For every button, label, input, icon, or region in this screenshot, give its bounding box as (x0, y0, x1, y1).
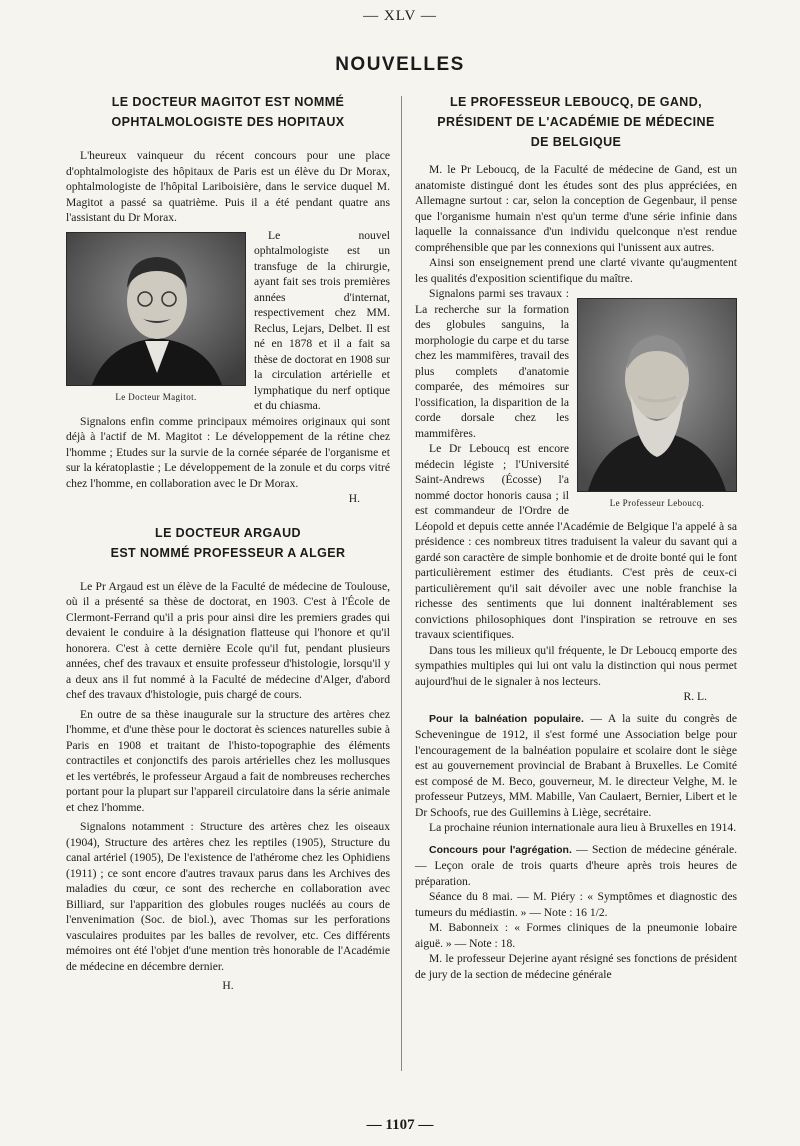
article-paragraph: La prochaine réunion internationale aura lieu à Bruxelles en 1914. (429, 821, 737, 834)
article-paragraph: En outre de sa thèse inaugurale sur la structure des artères chez l'homme, et d'une thèse pour le doctorat ès sciences naturelles subie à Paris en 1908 et traitant de l'histo-topographie des éléments contractiles et conjonctifs des parois artérielles chez les mollusques et les vertébrés, le professeur Argaud a fait de nombreuses recherches portant pour la plupart sur l'appareil circulatoire dans la série animale et chez l'homme. (66, 707, 390, 814)
headline-line: LE DOCTEUR ARGAUD (155, 525, 301, 540)
article-paragraph (415, 842, 737, 890)
portrait-leboucq (577, 298, 737, 508)
headline-line: LE PROFESSEUR LEBOUCQ, DE GAND, (449, 95, 702, 109)
article-paragraph: Ainsi son enseignement prend une clarté vivante qu'augmentent les qualités d'exposition scientifique du maître. (415, 256, 737, 285)
article-paragraph: Dans tous les milieux qu'il fréquente, le Dr Leboucq emporte des sympathies multiples qui lui ont valu la distinction qui nous permet aujourd'hui de le signaler à nos lecteurs. (415, 643, 737, 688)
portrait-image (577, 298, 737, 492)
run-in-heading: Pour la balnéation populaire. (429, 712, 584, 725)
article-leboucq (415, 92, 737, 705)
section-title: NOUVELLES (335, 54, 465, 75)
article-paragraph: M. Babonneix : « Formes cliniques de la pneumonie lobaire aiguë. » — Note : 18. (415, 921, 737, 950)
headline-line: PRÉSIDENT DE L'ACADÉMIE DE MÉDECINE (437, 115, 715, 129)
article-paragraph: Signalons parmi ses travaux : La recherche sur la formation des globules sanguins, la morphologie du carpe et du tarse chez les mammifères, travail des plus complets d'anatomie comparée, des mémoires sur l'ossification, la disparition de la corde dorsale chez les mammifères. (415, 287, 569, 440)
article-agregation (415, 842, 737, 983)
article-paragraph: M. le Pr Leboucq, de la Faculté de médecine de Gand, est un anatomiste distingué dont les études sont des plus appréciées, en Allemagne surtout : car, selon la conception de Gegenbaur, il pense que l'organisme humain n'est qu'un terme d'une série infinie dans laquelle la connaissance d'un individu quelconque n'est rendue compréhensible que par les connexions qui l'unissent aux autres. (415, 163, 737, 254)
left-column (66, 92, 390, 994)
page-number: — 1107 — (366, 1117, 434, 1133)
column-divider (401, 96, 402, 1071)
run-in-text: — Section de médecine générale. — Leçon orale de trois quarts d'heure après trois heures de préparation. (415, 842, 737, 888)
right-column (415, 92, 737, 982)
article-magitot (66, 92, 390, 507)
portrait-magitot (66, 232, 246, 402)
article-headline (66, 523, 390, 563)
photo-caption: Le Docteur Magitot. (115, 391, 197, 402)
headline-line: EST NOMMÉ PROFESSEUR A ALGER (110, 545, 346, 560)
article-headline (66, 92, 390, 132)
article-signature: R. L. (683, 690, 707, 703)
article-argaud (66, 523, 390, 994)
article-balneation (415, 711, 737, 836)
article-paragraph: Séance du 8 mai. — M. Piéry : « Symptômes et diagnostic des tumeurs du médiastin. » — Note : 16 1/2. (415, 890, 737, 919)
folio: — XLV — (363, 8, 437, 24)
article-paragraph: Signalons notamment : Structure des artères chez les oiseaux (1904), Structure des artères chez les reptiles (1905), Structure du canal artériel (1905), De l'existence de l'athérome chez les Ophidiens (1911) ; ce sont encore d'autres travaux parus dans les Archives des maladies du cœur, ce sont des recherche en collaboration avec Billiard, sur l'apparition des globules rouges nucléés au cours de l'envenimation (Soc. de biol.), avec Thomas sur les perforations vasculaires produites par les balles de revolver, etc. Ces différents mémoires ont été l'objet d'une mention très honorable de l'Académie de médecine en décembre dernier. (66, 820, 390, 973)
headline-line: DE BELGIQUE (530, 135, 622, 149)
article-signature: H. (222, 979, 234, 992)
portrait-image (66, 232, 246, 386)
photo-caption: Le Professeur Leboucq. (609, 498, 705, 508)
run-in-text: — A la suite du congrès de Scheveningue de 1912, il s'est formé une Association belge pour l'encouragement de la balnéation populaire et scolaire dont le siège est au gouvernement provincial de Brabant à Bruxelles. Le Comité est composé de M. Beco, gouverneur, M. le directeur Velghe, M. le professeur Putzeys, MM. Mabille, Van Caulaert, Bernier, Libert et le Dr Schoofs, rue des Guillemins à Liège, secrétaire. (415, 711, 737, 819)
headline-line: OPHTALMOLOGISTE DES HOPITAUX (111, 115, 345, 129)
run-in-heading: Concours pour l'agrégation. (429, 843, 572, 856)
headline-line: LE DOCTEUR MAGITOT EST NOMMÉ (111, 95, 345, 109)
article-paragraph (415, 711, 737, 821)
article-headline (415, 92, 737, 152)
article-paragraph: Le nouvel ophtalmologiste est un transfuge de la chirurgie, ayant fait ses trois premières années d'internat, respectivement chez MM. Reclus, Lejars, Delbet. Il est né en 1878 et il a fait sa thèse de doctorat en 1908 sur la circulation artérielle et lymphatique du nerf optique et du chiasma. (254, 228, 390, 412)
article-paragraph: Le Dr Leboucq est encore médecin légiste ; l'Université Saint-Andrews (Écosse) l'a nommé doctor honoris causa ; il est commandeur de l'Ordre de Léopold et depuis cette année l'Académie de Belgique l'a appelé à sa présidence : ces nombreux titres traduisent la valeur du savant qui a gardé son caractère de simple bonhomie et de droite bonté qui le font particulièrement estimer des étudiants. C'est près de ceux-ci particulièrement qu'il sait dévoiler avec une noble franchise la richesse des sentiments que lui donnent inaltérablement ses convictions philosophiques dont l'inspiration se retrouve en ses travaux scientifiques. (415, 442, 737, 641)
article-paragraph: Signalons enfin comme principaux mémoires originaux qui sont déjà à l'actif de M. Magitot : Le développement de la rétine chez l'homme ; Etudes sur la survie de la cornée séparée de l'organisme et sur la kératoplastie ; Le développement de la zonule et du corps vitré chez l'homme, en collaboration avec le Dr Morax. (66, 414, 390, 490)
article-paragraph: M. le professeur Dejerine ayant résigné ses fonctions de président de jury de la section de médecine générale (415, 952, 737, 981)
article-signature: H. (348, 492, 360, 505)
article-paragraph: Le Pr Argaud est un élève de la Faculté de médecine de Toulouse, où il a présenté sa thèse de doctorat, en 1903. C'est à l'École de Clermont-Ferrand qu'il a pris pour ainsi dire les premiers grades qui devaient le conduire à la désignation flatteuse qui l'honore et qu'il honorera. C'est à cette dernière Ecole qu'il fut, pendant plusieurs années, chef des travaux et ensuite professeur d'histologie, lorsqu'il y a deux ans il fut nommé à la Faculté de médecine d'Alger, d'abord chef des travaux d'histologie, puis chargé de cours. (66, 579, 390, 701)
article-paragraph: L'heureux vainqueur du récent concours pour une place d'ophtalmologiste des hôpitaux de Paris est un élève du Dr Morax, ophtalmologiste de l'hôpital Lariboisière, dans le service duquel M. Magitot a passé sa quatrième. Puis il a été pendant quatre ans l'assistant du Dr Morax. (66, 149, 390, 224)
